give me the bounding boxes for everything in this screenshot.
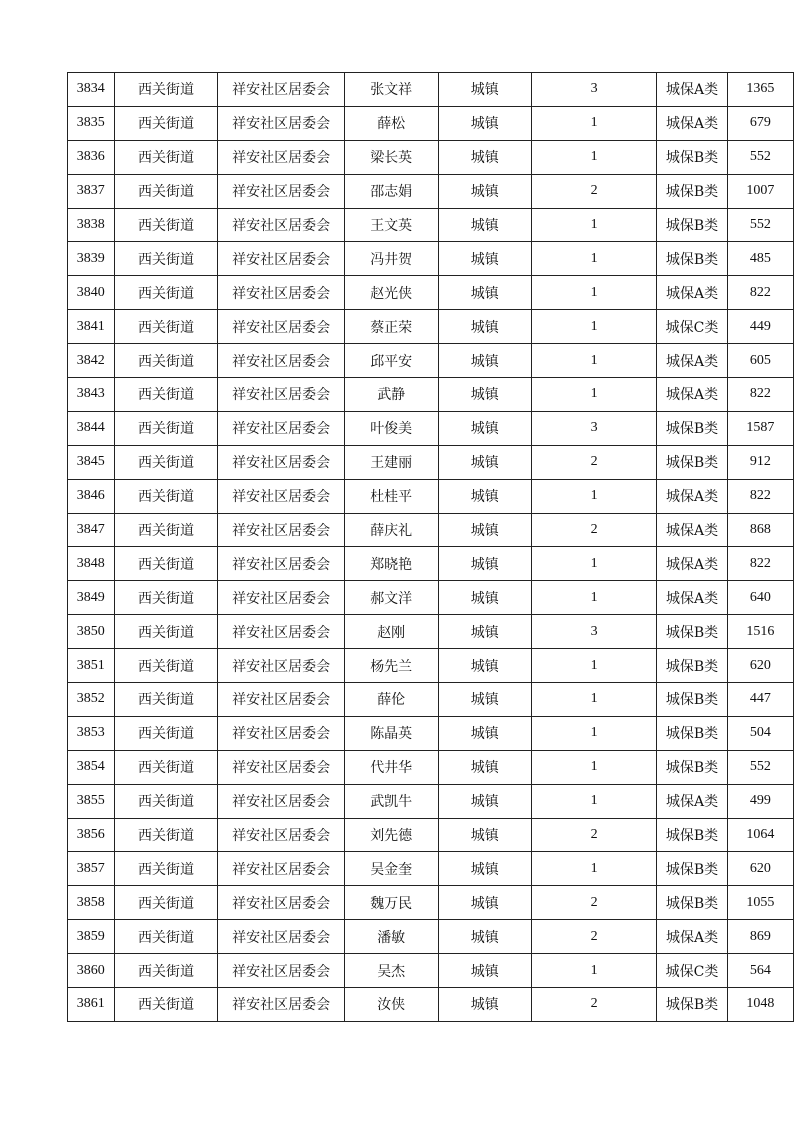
household-size-cell: 2 <box>532 513 657 547</box>
subdistrict-cell: 西关街道 <box>114 649 218 683</box>
amount-cell: 822 <box>727 479 793 513</box>
insurance-category-cell: 城保A类 <box>657 73 728 107</box>
community-cell: 祥安社区居委会 <box>218 547 344 581</box>
insurance-category-cell: 城保B类 <box>657 208 728 242</box>
community-cell: 祥安社区居委会 <box>218 344 344 378</box>
amount-cell: 485 <box>727 242 793 276</box>
insurance-category-cell: 城保B类 <box>657 615 728 649</box>
row-number-cell: 3837 <box>68 174 115 208</box>
household-type-cell: 城镇 <box>438 716 531 750</box>
insurance-category-cell: 城保B类 <box>657 140 728 174</box>
household-type-cell: 城镇 <box>438 242 531 276</box>
subdistrict-cell: 西关街道 <box>114 242 218 276</box>
row-number-cell: 3847 <box>68 513 115 547</box>
community-cell: 祥安社区居委会 <box>218 649 344 683</box>
table-row <box>68 208 794 242</box>
household-type-cell: 城镇 <box>438 886 531 920</box>
amount-cell: 912 <box>727 445 793 479</box>
subdistrict-cell: 西关街道 <box>114 920 218 954</box>
name-cell: 薛伦 <box>344 683 438 717</box>
subdistrict-cell: 西关街道 <box>114 784 218 818</box>
table-row <box>68 988 794 1022</box>
row-number-cell: 3834 <box>68 73 115 107</box>
household-type-cell: 城镇 <box>438 649 531 683</box>
name-cell: 杜桂平 <box>344 479 438 513</box>
row-number-cell: 3848 <box>68 547 115 581</box>
household-size-cell: 1 <box>532 547 657 581</box>
subdistrict-cell: 西关街道 <box>114 615 218 649</box>
household-size-cell: 1 <box>532 378 657 412</box>
row-number-cell: 3844 <box>68 411 115 445</box>
household-size-cell: 1 <box>532 208 657 242</box>
row-number-cell: 3861 <box>68 988 115 1022</box>
household-size-cell: 1 <box>532 750 657 784</box>
name-cell: 赵光侠 <box>344 276 438 310</box>
community-cell: 祥安社区居委会 <box>218 276 344 310</box>
amount-cell: 1365 <box>727 73 793 107</box>
insurance-category-cell: 城保B类 <box>657 818 728 852</box>
household-size-cell: 3 <box>532 615 657 649</box>
amount-cell: 822 <box>727 276 793 310</box>
household-type-cell: 城镇 <box>438 750 531 784</box>
insurance-category-cell: 城保A类 <box>657 344 728 378</box>
insurance-category-cell: 城保B类 <box>657 852 728 886</box>
row-number-cell: 3838 <box>68 208 115 242</box>
subdistrict-cell: 西关街道 <box>114 988 218 1022</box>
row-number-cell: 3854 <box>68 750 115 784</box>
row-number-cell: 3843 <box>68 378 115 412</box>
household-type-cell: 城镇 <box>438 581 531 615</box>
name-cell: 郑晓艳 <box>344 547 438 581</box>
household-type-cell: 城镇 <box>438 615 531 649</box>
subdistrict-cell: 西关街道 <box>114 513 218 547</box>
row-number-cell: 3849 <box>68 581 115 615</box>
insurance-category-cell: 城保B类 <box>657 649 728 683</box>
amount-cell: 679 <box>727 106 793 140</box>
community-cell: 祥安社区居委会 <box>218 581 344 615</box>
subdistrict-cell: 西关街道 <box>114 445 218 479</box>
amount-cell: 822 <box>727 547 793 581</box>
table-row <box>68 411 794 445</box>
community-cell: 祥安社区居委会 <box>218 310 344 344</box>
row-number-cell: 3855 <box>68 784 115 818</box>
table-row <box>68 445 794 479</box>
name-cell: 赵刚 <box>344 615 438 649</box>
community-cell: 祥安社区居委会 <box>218 411 344 445</box>
row-number-cell: 3858 <box>68 886 115 920</box>
insurance-category-cell: 城保B类 <box>657 886 728 920</box>
insurance-category-cell: 城保A类 <box>657 581 728 615</box>
table-row <box>68 174 794 208</box>
table-row <box>68 784 794 818</box>
household-size-cell: 1 <box>532 852 657 886</box>
row-number-cell: 3845 <box>68 445 115 479</box>
insurance-category-cell: 城保A类 <box>657 276 728 310</box>
row-number-cell: 3841 <box>68 310 115 344</box>
subdistrict-cell: 西关街道 <box>114 581 218 615</box>
insurance-category-cell: 城保A类 <box>657 479 728 513</box>
name-cell: 薛松 <box>344 106 438 140</box>
amount-cell: 552 <box>727 208 793 242</box>
subdistrict-cell: 西关街道 <box>114 852 218 886</box>
amount-cell: 499 <box>727 784 793 818</box>
name-cell: 刘先德 <box>344 818 438 852</box>
row-number-cell: 3840 <box>68 276 115 310</box>
table-row <box>68 547 794 581</box>
name-cell: 张文祥 <box>344 73 438 107</box>
subdistrict-cell: 西关街道 <box>114 140 218 174</box>
community-cell: 祥安社区居委会 <box>218 852 344 886</box>
table-row <box>68 479 794 513</box>
insurance-category-cell: 城保B类 <box>657 174 728 208</box>
community-cell: 祥安社区居委会 <box>218 683 344 717</box>
table-row <box>68 852 794 886</box>
household-size-cell: 1 <box>532 310 657 344</box>
household-type-cell: 城镇 <box>438 174 531 208</box>
name-cell: 吴金奎 <box>344 852 438 886</box>
household-type-cell: 城镇 <box>438 988 531 1022</box>
amount-cell: 1055 <box>727 886 793 920</box>
amount-cell: 869 <box>727 920 793 954</box>
name-cell: 潘敏 <box>344 920 438 954</box>
insurance-category-cell: 城保A类 <box>657 513 728 547</box>
household-type-cell: 城镇 <box>438 513 531 547</box>
household-type-cell: 城镇 <box>438 411 531 445</box>
amount-cell: 552 <box>727 750 793 784</box>
household-type-cell: 城镇 <box>438 276 531 310</box>
insurance-category-cell: 城保B类 <box>657 683 728 717</box>
name-cell: 邵志娟 <box>344 174 438 208</box>
name-cell: 王建丽 <box>344 445 438 479</box>
insurance-category-cell: 城保B类 <box>657 445 728 479</box>
household-type-cell: 城镇 <box>438 310 531 344</box>
subdistrict-cell: 西关街道 <box>114 344 218 378</box>
household-type-cell: 城镇 <box>438 852 531 886</box>
insurance-category-cell: 城保A类 <box>657 106 728 140</box>
table-row <box>68 242 794 276</box>
household-size-cell: 1 <box>532 581 657 615</box>
amount-cell: 447 <box>727 683 793 717</box>
subdistrict-cell: 西关街道 <box>114 750 218 784</box>
amount-cell: 605 <box>727 344 793 378</box>
community-cell: 祥安社区居委会 <box>218 818 344 852</box>
household-size-cell: 3 <box>532 73 657 107</box>
table-row <box>68 683 794 717</box>
subdistrict-cell: 西关街道 <box>114 174 218 208</box>
row-number-cell: 3835 <box>68 106 115 140</box>
community-cell: 祥安社区居委会 <box>218 174 344 208</box>
name-cell: 魏万民 <box>344 886 438 920</box>
name-cell: 武凯牛 <box>344 784 438 818</box>
subdistrict-cell: 西关街道 <box>114 818 218 852</box>
benefit-recipient-table <box>67 72 794 1022</box>
insurance-category-cell: 城保B类 <box>657 988 728 1022</box>
community-cell: 祥安社区居委会 <box>218 954 344 988</box>
subdistrict-cell: 西关街道 <box>114 886 218 920</box>
community-cell: 祥安社区居委会 <box>218 750 344 784</box>
table-row <box>68 106 794 140</box>
row-number-cell: 3850 <box>68 615 115 649</box>
household-type-cell: 城镇 <box>438 344 531 378</box>
row-number-cell: 3851 <box>68 649 115 683</box>
community-cell: 祥安社区居委会 <box>218 445 344 479</box>
subdistrict-cell: 西关街道 <box>114 716 218 750</box>
amount-cell: 1587 <box>727 411 793 445</box>
row-number-cell: 3852 <box>68 683 115 717</box>
table-row <box>68 513 794 547</box>
table-row <box>68 310 794 344</box>
table-row <box>68 378 794 412</box>
amount-cell: 868 <box>727 513 793 547</box>
insurance-category-cell: 城保B类 <box>657 411 728 445</box>
household-type-cell: 城镇 <box>438 547 531 581</box>
household-size-cell: 3 <box>532 411 657 445</box>
table-row <box>68 750 794 784</box>
household-type-cell: 城镇 <box>438 818 531 852</box>
subdistrict-cell: 西关街道 <box>114 479 218 513</box>
subdistrict-cell: 西关街道 <box>114 208 218 242</box>
insurance-category-cell: 城保A类 <box>657 378 728 412</box>
name-cell: 杨先兰 <box>344 649 438 683</box>
name-cell: 代井华 <box>344 750 438 784</box>
insurance-category-cell: 城保B类 <box>657 242 728 276</box>
insurance-category-cell: 城保A类 <box>657 547 728 581</box>
table-row <box>68 73 794 107</box>
amount-cell: 504 <box>727 716 793 750</box>
community-cell: 祥安社区居委会 <box>218 513 344 547</box>
subdistrict-cell: 西关街道 <box>114 411 218 445</box>
table-row <box>68 140 794 174</box>
household-type-cell: 城镇 <box>438 378 531 412</box>
row-number-cell: 3859 <box>68 920 115 954</box>
amount-cell: 1064 <box>727 818 793 852</box>
household-type-cell: 城镇 <box>438 445 531 479</box>
insurance-category-cell: 城保C类 <box>657 310 728 344</box>
household-size-cell: 2 <box>532 174 657 208</box>
subdistrict-cell: 西关街道 <box>114 276 218 310</box>
household-size-cell: 1 <box>532 954 657 988</box>
community-cell: 祥安社区居委会 <box>218 208 344 242</box>
household-size-cell: 1 <box>532 140 657 174</box>
subdistrict-cell: 西关街道 <box>114 683 218 717</box>
household-size-cell: 1 <box>532 276 657 310</box>
household-size-cell: 1 <box>532 479 657 513</box>
row-number-cell: 3846 <box>68 479 115 513</box>
row-number-cell: 3839 <box>68 242 115 276</box>
row-number-cell: 3857 <box>68 852 115 886</box>
household-type-cell: 城镇 <box>438 920 531 954</box>
table-row <box>68 818 794 852</box>
household-size-cell: 2 <box>532 920 657 954</box>
insurance-category-cell: 城保A类 <box>657 784 728 818</box>
name-cell: 郝文洋 <box>344 581 438 615</box>
community-cell: 祥安社区居委会 <box>218 920 344 954</box>
table-row <box>68 954 794 988</box>
table-row <box>68 581 794 615</box>
name-cell: 武静 <box>344 378 438 412</box>
row-number-cell: 3860 <box>68 954 115 988</box>
household-type-cell: 城镇 <box>438 954 531 988</box>
community-cell: 祥安社区居委会 <box>218 378 344 412</box>
amount-cell: 564 <box>727 954 793 988</box>
amount-cell: 449 <box>727 310 793 344</box>
row-number-cell: 3836 <box>68 140 115 174</box>
name-cell: 蔡正荣 <box>344 310 438 344</box>
community-cell: 祥安社区居委会 <box>218 479 344 513</box>
insurance-category-cell: 城保B类 <box>657 716 728 750</box>
household-size-cell: 1 <box>532 683 657 717</box>
table-row <box>68 276 794 310</box>
name-cell: 汝侠 <box>344 988 438 1022</box>
household-size-cell: 1 <box>532 242 657 276</box>
household-size-cell: 2 <box>532 886 657 920</box>
household-size-cell: 1 <box>532 649 657 683</box>
community-cell: 祥安社区居委会 <box>218 140 344 174</box>
amount-cell: 1007 <box>727 174 793 208</box>
subdistrict-cell: 西关街道 <box>114 378 218 412</box>
name-cell: 王文英 <box>344 208 438 242</box>
name-cell: 邱平安 <box>344 344 438 378</box>
household-type-cell: 城镇 <box>438 140 531 174</box>
household-size-cell: 1 <box>532 784 657 818</box>
name-cell: 梁长英 <box>344 140 438 174</box>
household-size-cell: 1 <box>532 106 657 140</box>
amount-cell: 620 <box>727 649 793 683</box>
household-type-cell: 城镇 <box>438 73 531 107</box>
community-cell: 祥安社区居委会 <box>218 716 344 750</box>
amount-cell: 1048 <box>727 988 793 1022</box>
amount-cell: 1516 <box>727 615 793 649</box>
household-type-cell: 城镇 <box>438 479 531 513</box>
table-row <box>68 886 794 920</box>
household-size-cell: 2 <box>532 818 657 852</box>
name-cell: 冯井贺 <box>344 242 438 276</box>
amount-cell: 620 <box>727 852 793 886</box>
table-row <box>68 649 794 683</box>
row-number-cell: 3842 <box>68 344 115 378</box>
table-row <box>68 615 794 649</box>
name-cell: 陈晶英 <box>344 716 438 750</box>
community-cell: 祥安社区居委会 <box>218 886 344 920</box>
insurance-category-cell: 城保C类 <box>657 954 728 988</box>
insurance-category-cell: 城保A类 <box>657 920 728 954</box>
subdistrict-cell: 西关街道 <box>114 954 218 988</box>
insurance-category-cell: 城保B类 <box>657 750 728 784</box>
community-cell: 祥安社区居委会 <box>218 73 344 107</box>
subdistrict-cell: 西关街道 <box>114 310 218 344</box>
name-cell: 吴杰 <box>344 954 438 988</box>
table-body <box>68 73 794 1022</box>
amount-cell: 822 <box>727 378 793 412</box>
name-cell: 薛庆礼 <box>344 513 438 547</box>
household-size-cell: 2 <box>532 445 657 479</box>
community-cell: 祥安社区居委会 <box>218 106 344 140</box>
household-type-cell: 城镇 <box>438 784 531 818</box>
community-cell: 祥安社区居委会 <box>218 615 344 649</box>
household-size-cell: 2 <box>532 988 657 1022</box>
row-number-cell: 3856 <box>68 818 115 852</box>
household-type-cell: 城镇 <box>438 683 531 717</box>
household-type-cell: 城镇 <box>438 208 531 242</box>
name-cell: 叶俊美 <box>344 411 438 445</box>
community-cell: 祥安社区居委会 <box>218 988 344 1022</box>
subdistrict-cell: 西关街道 <box>114 547 218 581</box>
community-cell: 祥安社区居委会 <box>218 242 344 276</box>
household-type-cell: 城镇 <box>438 106 531 140</box>
row-number-cell: 3853 <box>68 716 115 750</box>
subdistrict-cell: 西关街道 <box>114 73 218 107</box>
subdistrict-cell: 西关街道 <box>114 106 218 140</box>
household-size-cell: 1 <box>532 344 657 378</box>
table-row <box>68 920 794 954</box>
amount-cell: 552 <box>727 140 793 174</box>
table-row <box>68 344 794 378</box>
community-cell: 祥安社区居委会 <box>218 784 344 818</box>
household-size-cell: 1 <box>532 716 657 750</box>
amount-cell: 640 <box>727 581 793 615</box>
table-row <box>68 716 794 750</box>
